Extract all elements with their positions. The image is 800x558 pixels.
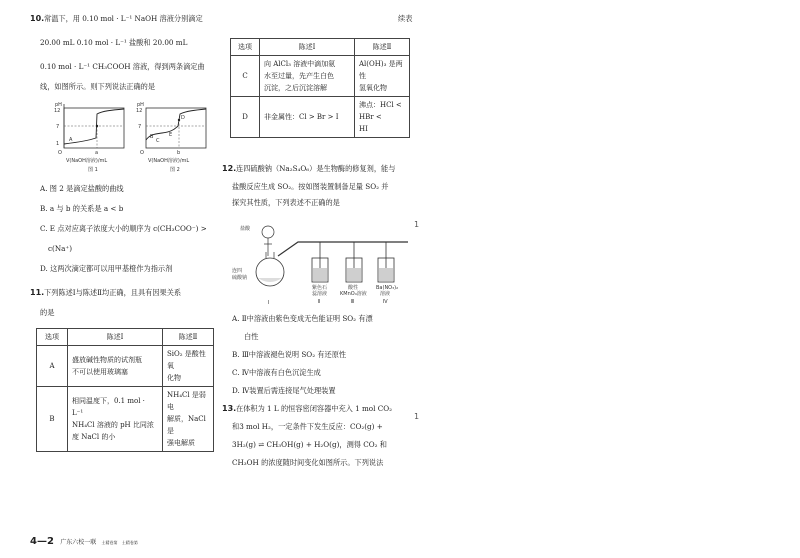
fig2-caption: 图 2 — [170, 167, 180, 173]
q11-continued-table — [230, 38, 410, 138]
table-cell — [163, 387, 214, 452]
label-ii: Ⅱ — [318, 299, 321, 305]
fig2-point-e: E — [169, 132, 173, 138]
question-12-number: 12. — [222, 164, 237, 173]
question-10-number: 10. — [30, 14, 45, 23]
fig1-y12: 12 — [54, 108, 61, 114]
cell-line: 度 NaCl 的小 — [72, 433, 116, 441]
fig1-xa: a — [95, 150, 99, 156]
cell-line: 盛放碱性物质的试剂瓶 — [72, 356, 142, 364]
table-cell-option: B — [37, 387, 68, 452]
table-cell — [260, 97, 355, 138]
figure-2 — [136, 102, 206, 173]
q12-option-c: C. Ⅳ中溶液有白色沉淀生成 — [232, 368, 321, 377]
cell-line: 向 AlCl₃ 溶液中滴加氨 — [264, 60, 336, 68]
fig2-y12: 12 — [136, 108, 143, 114]
so2-apparatus-diagram — [228, 214, 412, 310]
q12-line-2: 盐酸反应生成 SO₂。按如图装置制备足量 SO₂ 并 — [232, 182, 389, 191]
fig2-point-b: B — [150, 134, 154, 140]
page-footer — [30, 536, 138, 547]
footer-small-2: 土精卷第 — [121, 540, 138, 545]
table-row — [37, 346, 214, 387]
table-header: 陈述Ⅰ — [260, 39, 355, 56]
label-bottle-ii-2: 蕊溶液 — [312, 291, 328, 297]
cell-line: 水至过量，先产生白色 — [264, 72, 334, 80]
table-cell — [260, 56, 355, 97]
fig2-ylabel: pH — [137, 102, 144, 108]
q13-line-3: 3H₂(g) ⇌ CH₃OH(g) + H₂O(g)，测得 CO₂ 和 — [232, 440, 387, 449]
table-cell — [355, 97, 410, 138]
cell-line: 沸点：HCl < HBr < — [359, 101, 402, 121]
label-bottle-iv-1: Ba(NO₃)₂ — [376, 285, 399, 291]
cell-line: Al(OH)₃ 是两性 — [359, 60, 403, 80]
table-row — [37, 387, 214, 452]
cell-line: NH₄Cl 是弱电 — [167, 391, 206, 411]
fig2-origin: O — [140, 150, 144, 156]
q10-option-b: B. a 与 b 的关系是 a < b — [40, 204, 124, 213]
q13-line-1: 在体积为 1 L 的恒容密闭容器中充入 1 mol CO₂ — [236, 404, 392, 413]
q13-line-4: CH₃OH 的浓度随时间变化如图所示。下列说法 — [232, 458, 384, 467]
q12-option-a-cont: 白性 — [244, 332, 259, 341]
label-iv: Ⅳ — [383, 299, 388, 305]
q11-line-1: 下列陈述Ⅰ与陈述Ⅱ均正确，且具有因果关系 — [44, 288, 182, 297]
table-cell — [68, 346, 163, 387]
fig2-xlabel: V(NaOH溶液)/mL — [148, 158, 190, 164]
table-cell-option: D — [231, 97, 260, 138]
label-bottle-ii-1: 紫色石 — [312, 285, 328, 291]
cell-line: SiO₂ 是酸性氧 — [167, 350, 206, 370]
fig1-caption: 图 1 — [88, 167, 98, 173]
table-row — [231, 97, 410, 138]
table-header-row — [37, 329, 214, 346]
edge-fragment: 1 — [414, 220, 420, 229]
fig2-point-c: C — [156, 138, 160, 144]
cell-line: 不可以使用玻璃塞 — [72, 368, 128, 376]
fig1-ylabel: pH — [55, 102, 62, 108]
q10-line-1: 常温下，用 0.10 mol · L⁻¹ NaOH 溶液分别滴定 — [44, 14, 203, 23]
table-cell — [355, 56, 410, 97]
q10-line-3: 0.10 mol · L⁻¹ CH₃COOH 溶液，得到两条滴定曲 — [40, 62, 205, 71]
q11-table — [36, 328, 214, 452]
fig1-y7: 7 — [56, 124, 60, 130]
q12-option-d: D. Ⅳ装置后需连接尾气处理装置 — [232, 386, 336, 395]
reaction-flask — [256, 252, 284, 286]
fig1-origin: O — [58, 150, 62, 156]
cell-line: 解质，NaCl 是 — [167, 415, 206, 435]
q12-option-a: A. Ⅱ中溶液由紫色变成无色能证明 SO₂ 有漂 — [232, 314, 373, 323]
question-13-number: 13. — [222, 404, 237, 413]
label-iii: Ⅲ — [351, 299, 355, 305]
cell-line: 相同温度下，0.1 mol · L⁻¹ — [72, 397, 145, 417]
q12-line-3: 探究其性质，下列表述不正确的是 — [232, 198, 340, 207]
label-bottle-iv-2: 溶液 — [380, 291, 391, 297]
table-header: 陈述Ⅱ — [163, 329, 214, 346]
continued-table-title: 续表 — [398, 14, 413, 23]
separatory-funnel — [262, 226, 274, 256]
table-header: 陈述Ⅱ — [355, 39, 410, 56]
q10-option-c: C. E 点对应离子浓度大小的顺序为 c(CH₃COO⁻) > — [40, 224, 207, 233]
table-header: 陈述Ⅰ — [68, 329, 163, 346]
figure-1 — [54, 102, 124, 173]
label-i: Ⅰ — [268, 300, 270, 306]
label-hcl: 盐酸 — [240, 226, 251, 232]
fig1-xlabel: V(NaOH溶液)/mL — [66, 158, 108, 164]
cell-line: 非金属性：Cl > Br > I — [264, 113, 339, 121]
table-row — [231, 56, 410, 97]
cell-line: 氢氧化物 — [359, 84, 387, 92]
cell-line: NH₄Cl 溶液的 pH 比同浓 — [72, 421, 154, 429]
label-reagent-2: 硫酸钠 — [232, 275, 248, 281]
q10-option-a: A. 图 2 是滴定盐酸的曲线 — [40, 184, 124, 193]
q11-line-2: 的是 — [40, 308, 55, 317]
fig2-point-d: D — [181, 115, 185, 121]
question-11-number: 11. — [30, 288, 45, 297]
cell-line: 化物 — [167, 374, 181, 382]
label-bottle-iii-2: KMnO₄溶液 — [340, 291, 367, 297]
q12-line-1: 连四硫酸钠（Na₂S₄O₆）是生物酶的修复剂，能与 — [236, 164, 396, 173]
fig2-y7: 7 — [138, 124, 142, 130]
q10-line-4: 线，如图所示。则下列说法正确的是 — [40, 82, 156, 91]
titration-figures — [50, 100, 220, 178]
table-cell-option: C — [231, 56, 260, 97]
fig1-y1: 1 — [56, 141, 60, 147]
table-cell — [68, 387, 163, 452]
q13-line-2: 和3 mol H₂，一定条件下发生反应：CO₂(g) + — [232, 422, 383, 431]
table-header-row — [231, 39, 410, 56]
q10-option-d: D. 这两次滴定都可以用甲基橙作为指示剂 — [40, 264, 173, 273]
cell-line: 强电解质 — [167, 439, 195, 447]
table-cell — [163, 346, 214, 387]
footer-brand: 广东六校一联 — [60, 539, 97, 546]
q10-line-2: 20.00 mL 0.10 mol · L⁻¹ 盐酸和 20.00 mL — [40, 38, 188, 47]
q12-option-b: B. Ⅲ中溶液褪色说明 SO₂ 有还原性 — [232, 350, 347, 359]
page-number: 4—2 — [30, 536, 54, 547]
table-header: 选项 — [37, 329, 68, 346]
label-reagent-1: 连四 — [232, 268, 243, 274]
edge-fragment: 1 — [414, 412, 420, 421]
label-bottle-iii-1: 酸性 — [348, 285, 359, 291]
fig1-point-a: A — [69, 137, 73, 143]
table-header: 选项 — [231, 39, 260, 56]
fig2-xb: b — [177, 150, 181, 156]
q10-option-c-cont: c(Na⁺) — [48, 244, 73, 253]
footer-small-1: 土精卷第 — [101, 540, 118, 545]
cell-line: 沉淀，之后沉淀溶解 — [264, 84, 327, 92]
table-cell-option: A — [37, 346, 68, 387]
cell-line: HI — [359, 125, 368, 133]
